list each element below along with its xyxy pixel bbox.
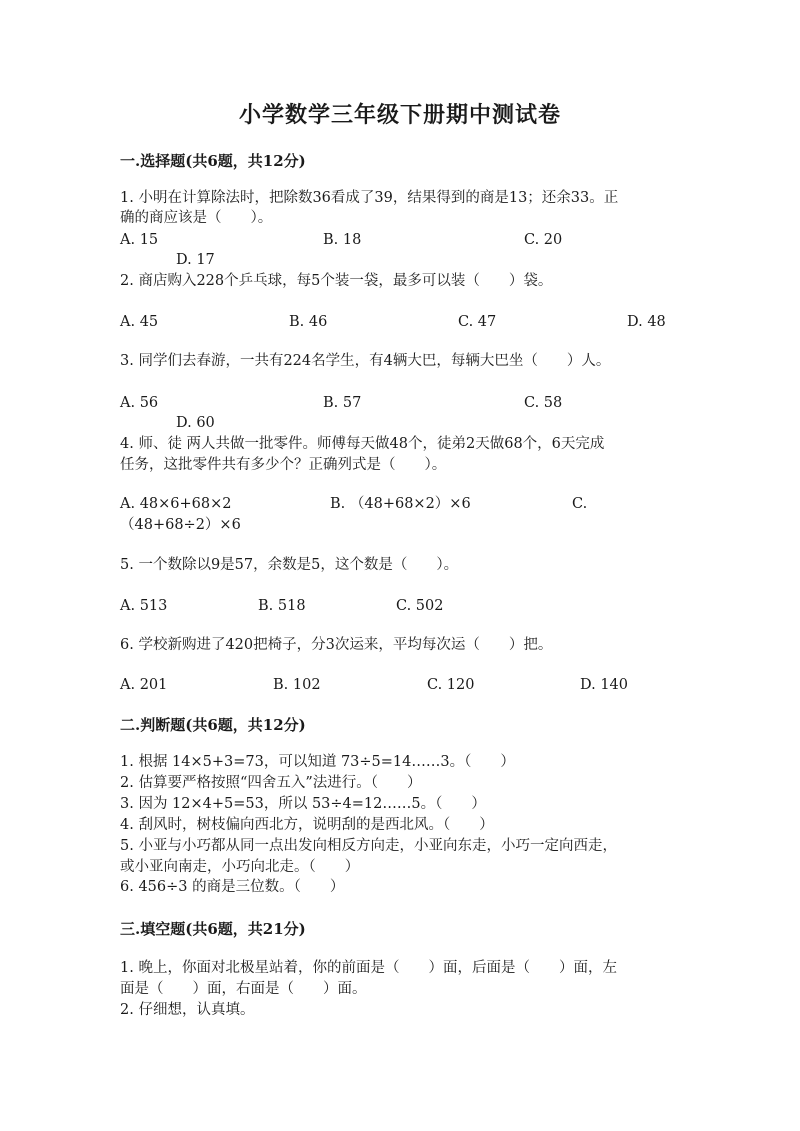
judge-line-4: 4. 刮风时，树枝偏向西北方，说明刮的是西北风。（ ） bbox=[120, 817, 494, 833]
q3-stem: 3. 同学们去春游，一共有224名学生，有4辆大巴，每辆大巴坐（ ）人。 bbox=[120, 353, 611, 369]
q2-option-d: D. 48 bbox=[627, 314, 666, 330]
judge-line-2: 2. 估算要严格按照“四舍五入”法进行。（ ） bbox=[120, 775, 422, 791]
q6-option-d: D. 140 bbox=[580, 677, 629, 693]
fill-line-2: 面是（ ）面，右面是（ ）面。 bbox=[120, 981, 367, 997]
judge-line-3: 3. 因为 12×4+5=53，所以 53÷4=12……5。（ ） bbox=[120, 796, 486, 812]
q3-option-b: B. 57 bbox=[323, 395, 362, 411]
q1-stem-line-2: 确的商应该是（ ）。 bbox=[120, 210, 273, 226]
exam-title: 小学数学三年级下册期中测试卷 bbox=[238, 102, 561, 128]
q2-option-a: A. 45 bbox=[120, 314, 159, 330]
q2-option-b: B. 46 bbox=[289, 314, 328, 330]
fill-line-3: 2. 仔细想，认真填。 bbox=[120, 1002, 255, 1018]
judge-line-7: 6. 456÷3 的商是三位数。（ ） bbox=[120, 879, 345, 895]
q4-option-c: C. bbox=[572, 496, 588, 512]
fill-line-1: 1. 晚上，你面对北极星站着，你的前面是（ ）面，后面是（ ）面，左 bbox=[120, 960, 617, 976]
judge-line-6: 或小亚向南走，小巧向北走。（ ） bbox=[120, 859, 360, 875]
section-1-heading: 一.选择题(共6题，共12分) bbox=[120, 152, 306, 170]
judge-line-1: 1. 根据 14×5+3=73，可以知道 73÷5=14……3。（ ） bbox=[120, 754, 515, 770]
q4-stem-line-1: 4. 师、徒 两人共做一批零件。师傅每天做48个，徒弟2天做68个，6天完成 bbox=[120, 436, 605, 452]
q5-option-c: C. 502 bbox=[396, 598, 444, 614]
q5-option-a: A. 513 bbox=[120, 598, 168, 614]
judge-line-5: 5. 小亚与小巧都从同一点出发向相反方向走，小亚向东走，小巧一定向西走， bbox=[120, 838, 617, 854]
q1-option-d: D. 17 bbox=[176, 252, 215, 268]
q5-option-b: B. 518 bbox=[258, 598, 306, 614]
q3-option-a: A. 56 bbox=[120, 395, 159, 411]
q5-stem: 5. 一个数除以9是57，余数是5，这个数是（ ）。 bbox=[120, 557, 459, 573]
q1-option-a: A. 15 bbox=[120, 232, 159, 248]
q2-option-c: C. 47 bbox=[458, 314, 497, 330]
section-3-heading: 三.填空题(共6题，共21分) bbox=[120, 920, 306, 938]
q4-option-c-text: （48+68÷2）×6 bbox=[120, 517, 241, 533]
q1-stem-line-1: 1. 小明在计算除法时，把除数36看成了39，结果得到的商是13；还余33。正 bbox=[120, 190, 619, 206]
q6-option-c: C. 120 bbox=[427, 677, 475, 693]
q1-option-c: C. 20 bbox=[524, 232, 563, 248]
q6-option-a: A. 201 bbox=[120, 677, 168, 693]
q6-stem: 6. 学校新购进了420把椅子，分3次运来，平均每次运（ ）把。 bbox=[120, 637, 553, 653]
q4-option-a: A. 48×6+68×2 bbox=[120, 496, 232, 512]
q4-stem-line-2: 任务，这批零件共有多少个？正确列式是（ ）。 bbox=[120, 457, 447, 473]
q2-stem: 2. 商店购入228个乒乓球，每5个装一袋，最多可以装（ ）袋。 bbox=[120, 273, 553, 289]
q4-option-b: B. （48+68×2）×6 bbox=[330, 496, 471, 512]
section-2-heading: 二.判断题(共6题，共12分) bbox=[120, 716, 306, 734]
q1-option-b: B. 18 bbox=[323, 232, 362, 248]
q3-option-c: C. 58 bbox=[524, 395, 563, 411]
q6-option-b: B. 102 bbox=[273, 677, 321, 693]
q3-option-d: D. 60 bbox=[176, 415, 215, 431]
